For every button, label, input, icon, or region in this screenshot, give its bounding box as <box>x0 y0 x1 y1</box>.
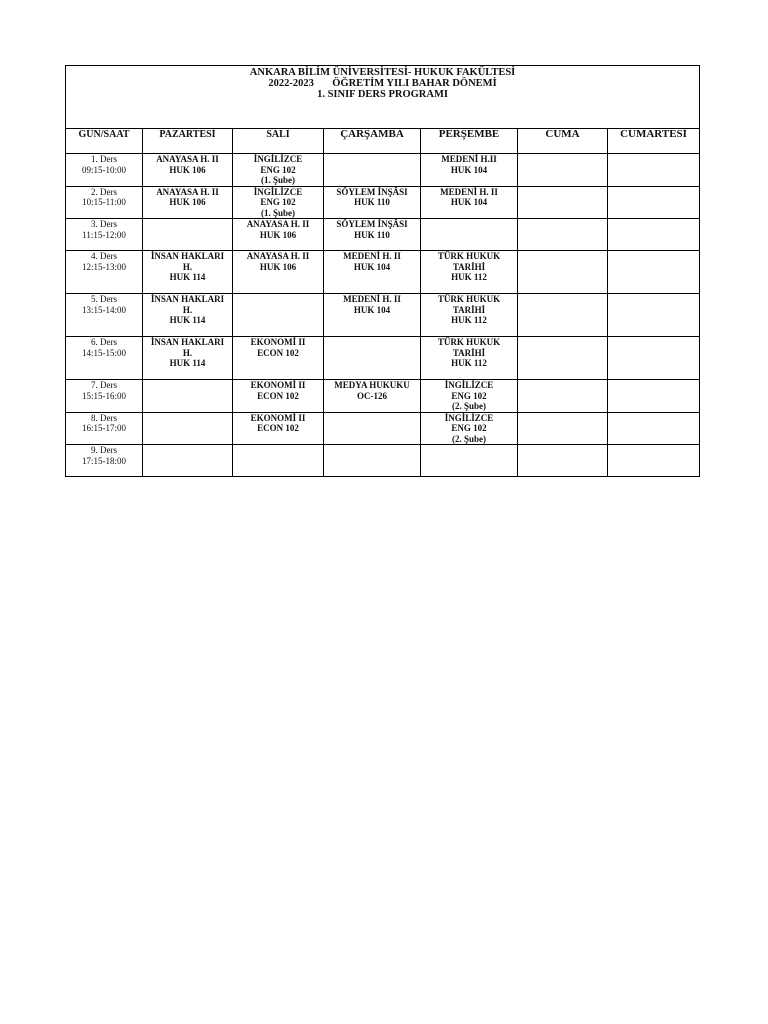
course-text-line: EKONOMİ II <box>250 380 306 390</box>
course-text-line: HUK 114 <box>169 358 206 368</box>
course-cell-tuesday <box>233 337 324 380</box>
course-text-line: ANAYASA H. II <box>246 251 310 261</box>
lesson-time: 13:15-14:00 <box>82 304 126 315</box>
course-text-line: HUK 114 <box>169 272 206 282</box>
schedule-row <box>66 186 700 219</box>
lesson-time: 14:15-15:00 <box>82 347 126 358</box>
header-wednesday: ÇARŞAMBA <box>324 129 421 154</box>
time-slot-cell <box>66 337 143 380</box>
course-text-line: (1. Şube) <box>260 207 295 218</box>
lesson-number: 1. Ders <box>91 154 117 164</box>
course-cell-friday <box>518 337 608 380</box>
course-text-line: HUK 104 <box>353 304 391 315</box>
course-text-line: HUK 106 <box>259 261 297 272</box>
course-cell-tuesday <box>233 412 324 445</box>
course-cell-thursday <box>421 186 518 219</box>
course-text-line: ECON 102 <box>257 390 299 401</box>
schedule-row <box>66 380 700 413</box>
time-slot-cell <box>66 445 143 477</box>
course-text-line: HUK 112 <box>451 315 487 325</box>
course-text-line: (1. Şube) <box>260 175 295 185</box>
schedule-row <box>66 251 700 294</box>
course-text-line: HUK 112 <box>451 272 487 282</box>
academic-year-title: 2022-2023 ÖĞRETİM YILI BAHAR DÖNEMİ <box>268 78 497 89</box>
course-cell-monday <box>143 337 233 380</box>
schedule-title <box>66 66 700 129</box>
course-text-line: HUK 110 <box>354 229 390 240</box>
lesson-time: 16:15-17:00 <box>82 423 126 433</box>
course-text-line: TARİHİ <box>452 347 486 358</box>
schedule-row <box>66 412 700 445</box>
course-cell-thursday <box>421 219 518 251</box>
course-cell-saturday <box>608 412 700 445</box>
course-text-line: TARİHİ <box>452 304 486 315</box>
university-title: ANKARA BİLİM ÜNİVERSİTESİ- HUKUK FAKÜLTESİ <box>249 67 516 78</box>
course-cell-thursday <box>421 154 518 187</box>
course-text-line: TÜRK HUKUK <box>437 337 501 347</box>
course-cell-tuesday <box>233 186 324 219</box>
course-cell-wednesday <box>324 380 421 413</box>
course-cell-thursday <box>421 251 518 294</box>
time-slot-cell <box>66 380 143 413</box>
course-cell-wednesday <box>324 154 421 187</box>
course-text-line: ECON 102 <box>257 423 299 433</box>
course-cell-thursday <box>421 445 518 477</box>
time-slot-cell <box>66 412 143 445</box>
course-text-line: MEDENİ H. II <box>343 251 401 261</box>
course-text-line: HUK 106 <box>169 197 206 207</box>
course-cell-tuesday <box>233 294 324 337</box>
course-cell-saturday <box>608 294 700 337</box>
course-cell-friday <box>518 154 608 187</box>
time-slot-cell <box>66 294 143 337</box>
course-text-line: İNGİLİZCE <box>444 412 494 423</box>
course-text-line: HUK 104 <box>450 197 488 207</box>
header-tuesday: SALI <box>233 129 324 154</box>
course-text-line: EKONOMİ II <box>250 412 306 423</box>
course-text-line: SÖYLEM İNŞÂSI <box>336 219 408 229</box>
course-cell-monday <box>143 251 233 294</box>
course-text-line: ENG 102 <box>451 390 487 401</box>
course-cell-monday <box>143 380 233 413</box>
header-time: GÜN/SAAT <box>66 129 143 154</box>
course-text-line: ANAYASA H. II <box>156 186 219 197</box>
course-text-line: (2. Şube) <box>451 401 486 411</box>
header-saturday: CUMARTESİ <box>608 129 700 154</box>
schedule-row <box>66 337 700 380</box>
time-slot-cell <box>66 219 143 251</box>
header-monday: PAZARTESİ <box>143 129 233 154</box>
course-cell-wednesday <box>324 219 421 251</box>
course-text-line: İNSAN HAKLARI <box>150 337 225 347</box>
course-cell-monday <box>143 154 233 187</box>
course-text-line: SÖYLEM İNŞÂSI <box>336 186 408 197</box>
program-title: 1. SINIF DERS PROGRAMI <box>317 89 448 100</box>
course-cell-friday <box>518 219 608 251</box>
course-text-line: TÜRK HUKUK <box>437 294 501 304</box>
course-cell-friday <box>518 251 608 294</box>
course-text-line: H. <box>182 347 193 358</box>
course-text-line: İNGİLİZCE <box>253 186 303 197</box>
course-cell-friday <box>518 294 608 337</box>
course-text-line: OC-126 <box>357 390 387 401</box>
schedule-sheet <box>65 65 699 477</box>
course-cell-friday <box>518 412 608 445</box>
course-cell-monday <box>143 445 233 477</box>
lesson-number: 7. Ders <box>91 380 117 390</box>
schedule-row <box>66 445 700 477</box>
course-text-line: HUK 110 <box>354 197 390 207</box>
course-cell-monday <box>143 219 233 251</box>
course-cell-monday <box>143 186 233 219</box>
course-text-line: ANAYASA H. II <box>246 219 310 229</box>
course-cell-saturday <box>608 337 700 380</box>
lesson-time: 11:15-12:00 <box>82 229 126 240</box>
course-cell-saturday <box>608 445 700 477</box>
header-row <box>66 129 700 154</box>
course-cell-thursday <box>421 412 518 445</box>
course-cell-tuesday <box>233 380 324 413</box>
course-cell-monday <box>143 412 233 445</box>
course-cell-wednesday <box>324 445 421 477</box>
course-cell-friday <box>518 445 608 477</box>
course-text-line: H. <box>182 261 193 272</box>
lesson-time: 17:15-18:00 <box>82 455 126 466</box>
course-cell-saturday <box>608 186 700 219</box>
course-text-line: ANAYASA H. II <box>156 154 219 164</box>
time-slot-cell <box>66 154 143 187</box>
course-cell-tuesday <box>233 251 324 294</box>
lesson-number: 3. Ders <box>91 219 117 229</box>
course-text-line: ENG 102 <box>451 423 487 433</box>
course-cell-friday <box>518 186 608 219</box>
course-text-line: ENG 102 <box>260 197 296 207</box>
course-text-line: HUK 112 <box>451 358 487 368</box>
course-text-line: İNGİLİZCE <box>444 380 494 390</box>
course-text-line: HUK 104 <box>450 164 488 175</box>
course-cell-tuesday <box>233 219 324 251</box>
course-cell-wednesday <box>324 412 421 445</box>
lesson-number: 9. Ders <box>91 445 117 455</box>
header-friday: CUMA <box>518 129 608 154</box>
course-cell-friday <box>518 380 608 413</box>
course-cell-wednesday <box>324 337 421 380</box>
course-text-line: MEDENİ H. II <box>440 186 498 197</box>
course-text-line: TARİHİ <box>452 261 486 272</box>
course-cell-saturday <box>608 154 700 187</box>
course-cell-tuesday <box>233 154 324 187</box>
course-cell-wednesday <box>324 186 421 219</box>
lesson-time: 12:15-13:00 <box>82 261 126 272</box>
course-cell-thursday <box>421 380 518 413</box>
lesson-time: 09:15-10:00 <box>82 164 126 175</box>
course-text-line: HUK 104 <box>353 261 391 272</box>
course-text-line: HUK 114 <box>169 315 206 325</box>
lesson-number: 5. Ders <box>91 294 117 304</box>
course-cell-saturday <box>608 219 700 251</box>
course-text-line: İNSAN HAKLARI <box>150 294 225 304</box>
lesson-number: 8. Ders <box>91 412 117 423</box>
course-text-line: ECON 102 <box>257 347 299 358</box>
lesson-number: 4. Ders <box>91 251 117 261</box>
course-text-line: MEDYA HUKUKU <box>334 380 410 390</box>
course-text-line: EKONOMİ II <box>250 337 306 347</box>
course-text-line: İNSAN HAKLARI <box>150 251 225 261</box>
course-text-line: ENG 102 <box>260 164 296 175</box>
lesson-time: 15:15-16:00 <box>82 390 126 401</box>
schedule-row <box>66 219 700 251</box>
course-text-line: MEDENİ H.II <box>441 154 497 164</box>
time-slot-cell <box>66 251 143 294</box>
course-text-line: İNGİLİZCE <box>253 154 303 164</box>
lesson-number: 6. Ders <box>91 337 117 347</box>
schedule-table <box>65 65 700 477</box>
course-text-line: H. <box>182 304 193 315</box>
lesson-number: 2. Ders <box>91 186 117 197</box>
lesson-time: 10:15-11:00 <box>82 197 126 207</box>
course-text-line: HUK 106 <box>259 229 297 240</box>
header-thursday: PERŞEMBE <box>421 129 518 154</box>
course-text-line: (2. Şube) <box>451 433 486 444</box>
course-cell-thursday <box>421 294 518 337</box>
course-text-line: MEDENİ H. II <box>343 294 401 304</box>
course-cell-saturday <box>608 380 700 413</box>
course-cell-thursday <box>421 337 518 380</box>
course-cell-monday <box>143 294 233 337</box>
course-cell-wednesday <box>324 251 421 294</box>
course-text-line: TÜRK HUKUK <box>437 251 501 261</box>
schedule-row <box>66 154 700 187</box>
course-cell-wednesday <box>324 294 421 337</box>
course-cell-saturday <box>608 251 700 294</box>
course-cell-tuesday <box>233 445 324 477</box>
schedule-row <box>66 294 700 337</box>
time-slot-cell <box>66 186 143 219</box>
course-text-line: HUK 106 <box>169 164 206 175</box>
